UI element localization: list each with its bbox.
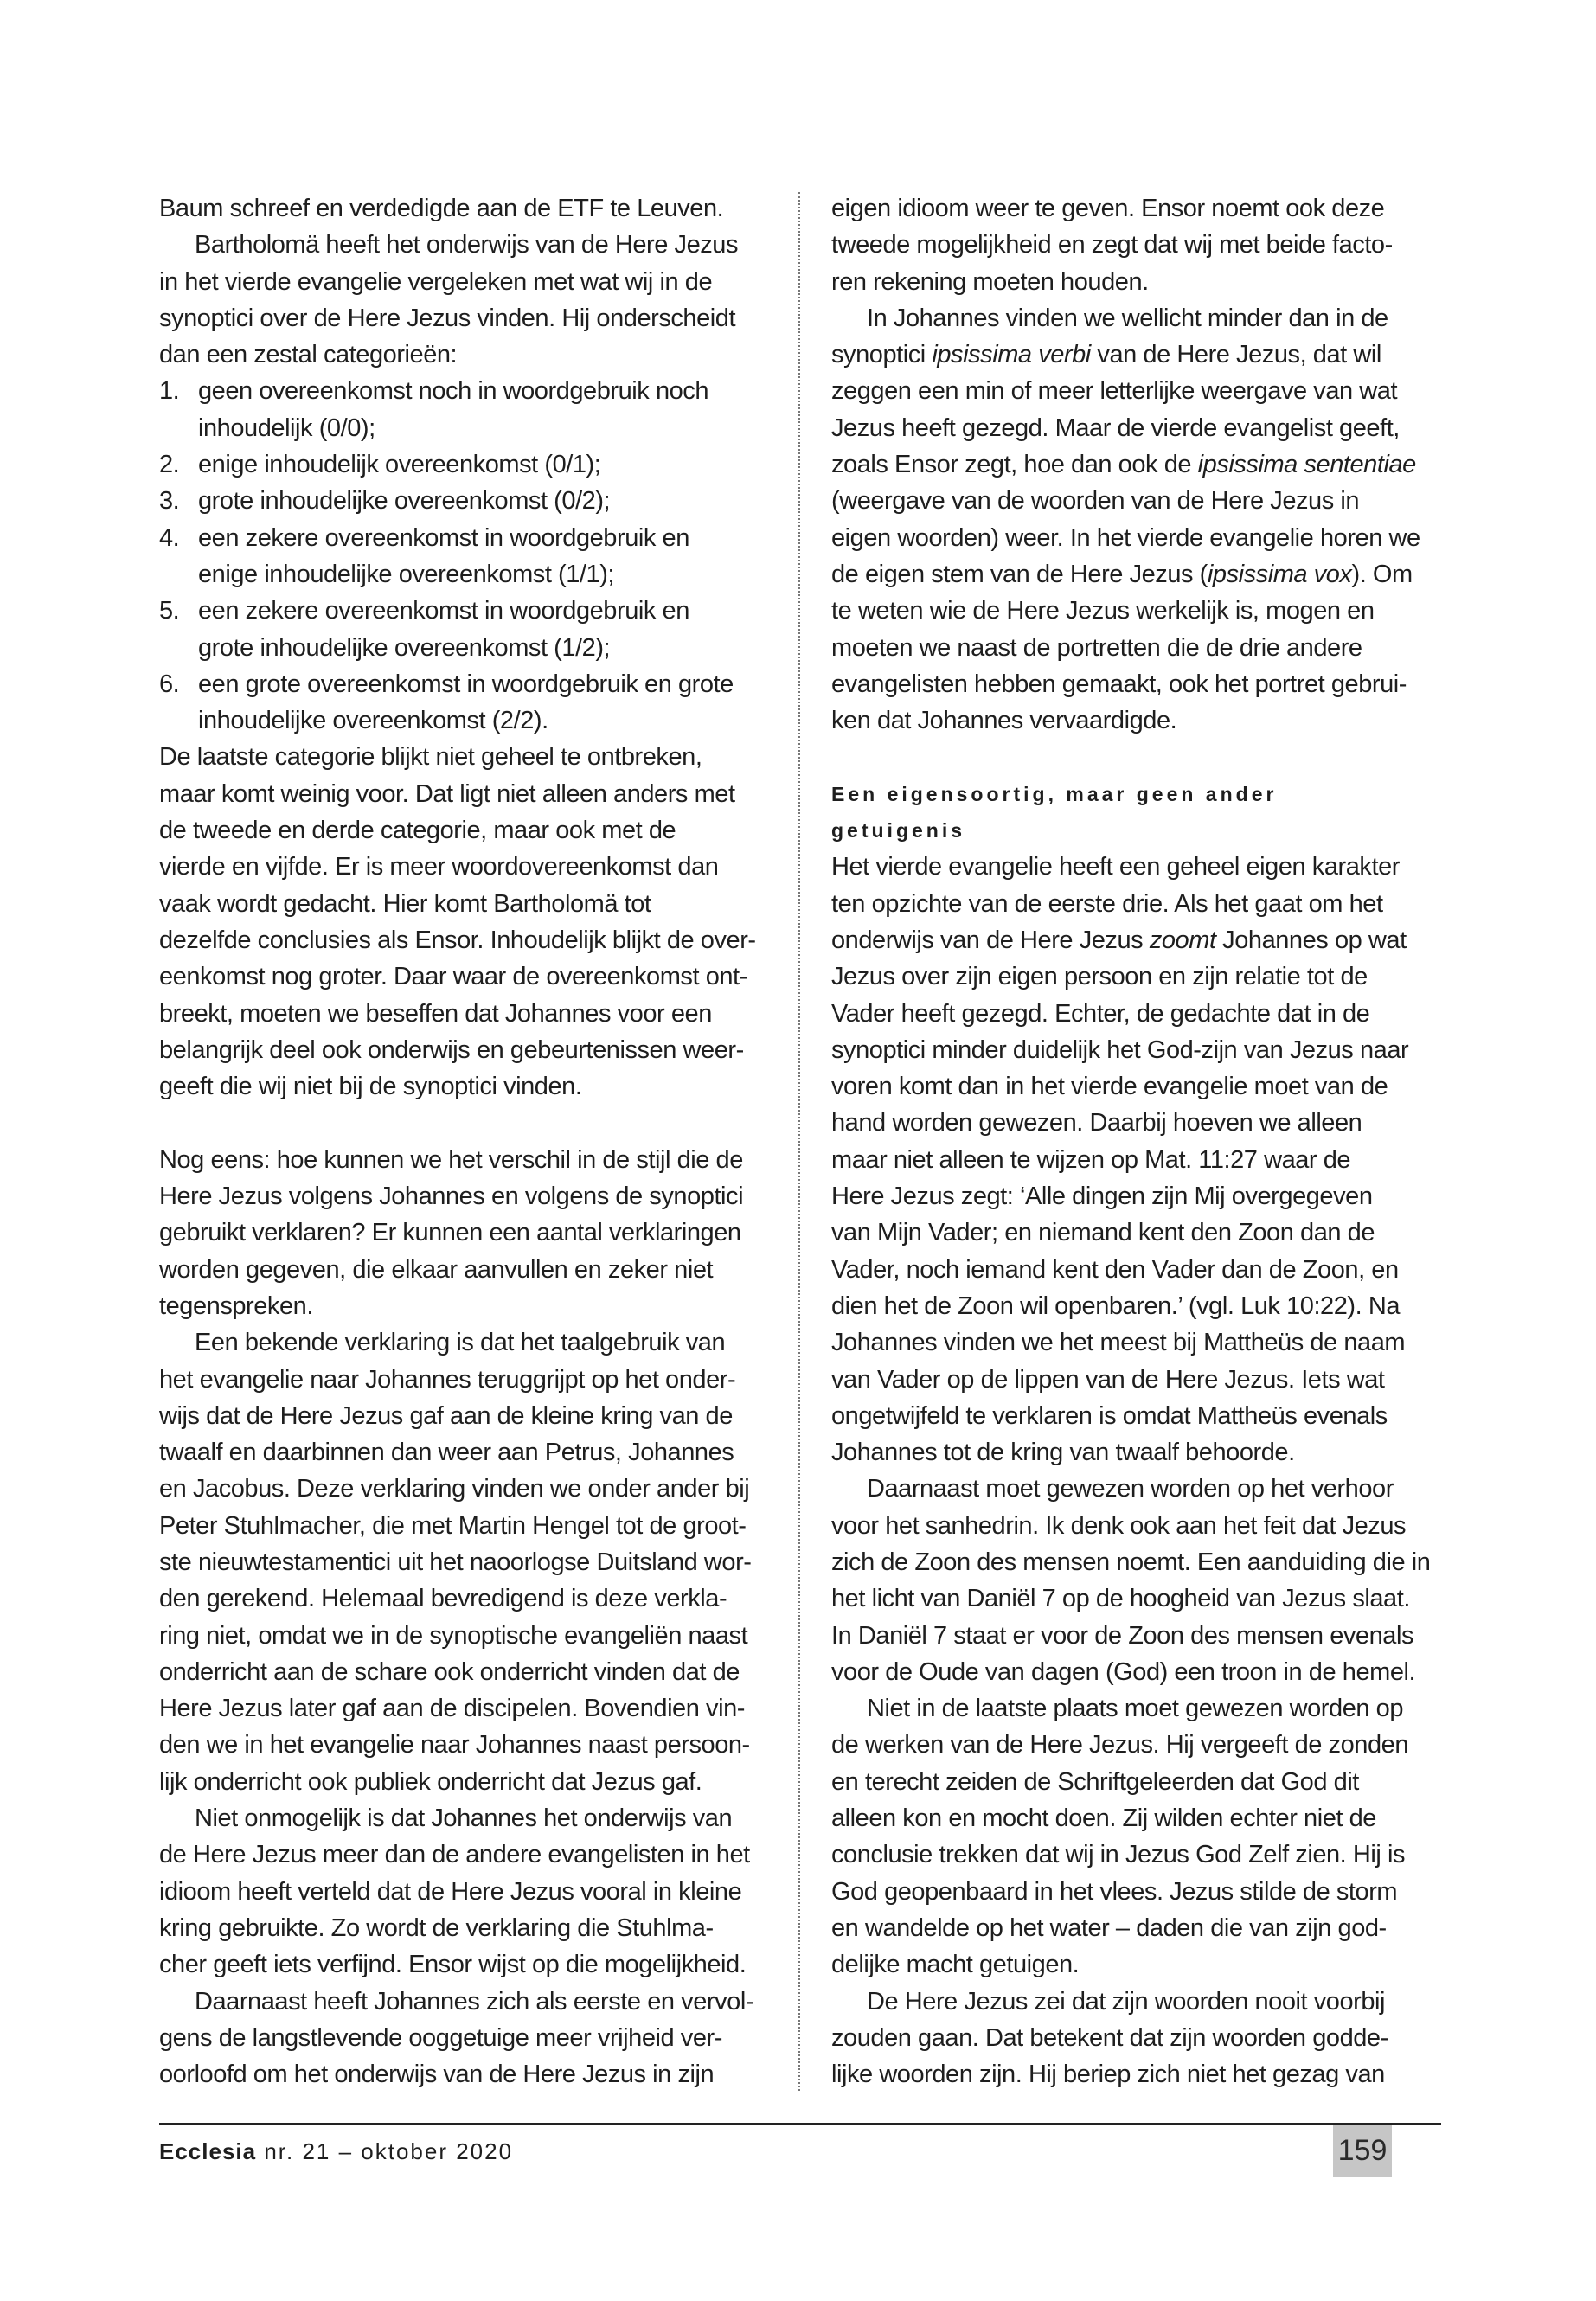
text-line — [159, 1288, 782, 1324]
section-heading-line — [831, 812, 1454, 849]
italic-term: ipsissima vox — [1207, 560, 1352, 588]
text-line — [159, 958, 782, 995]
text-line — [159, 1508, 782, 1544]
text-line — [831, 1544, 1454, 1580]
text-line — [159, 1105, 782, 1141]
left-column — [159, 190, 782, 2093]
text-line — [159, 1618, 782, 1654]
issue-info: nr. 21 – oktober 2020 — [256, 2138, 514, 2164]
text-line — [159, 1362, 782, 1398]
text-line — [159, 1252, 782, 1288]
text-line — [159, 1398, 782, 1434]
text-line — [159, 812, 782, 849]
line-text: den we in het evangelie naar Johannes naast persoon- — [159, 1731, 750, 1759]
text-line — [159, 996, 782, 1032]
text-line — [159, 2020, 782, 2056]
text-line — [159, 300, 782, 336]
text-line — [831, 702, 1454, 739]
text-line — [159, 922, 782, 958]
text-line — [159, 556, 782, 593]
line-text: onderricht aan de schare ook onderricht vinden dat de — [159, 1657, 740, 1686]
line-text: maar niet alleen te wijzen op Mat. 11:27 waar de — [831, 1145, 1351, 1174]
text-line — [159, 776, 782, 812]
text-line — [831, 1654, 1454, 1690]
italic-term: ipsissima sententiae — [1197, 451, 1416, 479]
text-line — [159, 1984, 782, 2020]
line-text: een zekere overeenkomst in woordgebruik en — [198, 597, 689, 625]
list-number: 4. — [159, 523, 180, 552]
line-text: grote inhoudelijke overeenkomst (1/2); — [198, 633, 611, 662]
text-line — [831, 410, 1454, 446]
line-text: voor het sanhedrin. Ik denk ook aan het feit dat Jezus — [831, 1511, 1407, 1540]
line-text: een zekere overeenkomst in woordgebruik en — [198, 523, 689, 552]
text-line — [831, 666, 1454, 702]
text-line — [831, 1324, 1454, 1361]
line-text: God geopenbaard in het vlees. Jezus stilde de storm — [831, 1877, 1398, 1906]
line-text: eigen idioom weer te geven. Ensor noemt ook deze — [831, 195, 1385, 222]
line-text: worden gegeven, die elkaar aanvullen en zeker niet — [159, 1255, 714, 1284]
text-line — [831, 336, 1454, 373]
line-text: Here Jezus volgens Johannes en volgens de synoptici — [159, 1183, 744, 1211]
text-line — [159, 1764, 782, 1800]
line-text: delijke macht getuigen. — [831, 1951, 1080, 1979]
text-line — [831, 922, 1454, 958]
line-text: ren rekening moeten houden. — [831, 267, 1149, 296]
list-number: 2. — [159, 451, 180, 479]
text-line — [159, 410, 782, 446]
line-text: Here Jezus zegt: ‘Alle dingen zijn Mij overgegeven — [831, 1183, 1373, 1211]
text-line — [159, 1654, 782, 1690]
text-line — [831, 849, 1454, 885]
line-text: alleen kon en mocht doen. Zij wilden echter niet de — [831, 1804, 1376, 1833]
line-text: Jezus over zijn eigen persoon en zijn relatie tot de — [831, 963, 1368, 991]
text-line — [831, 556, 1454, 593]
line-text: dien het de Zoon wil openbaren.’ (vgl. Luk 10:22). Na — [831, 1292, 1400, 1320]
text-line — [831, 264, 1454, 300]
line-text: eigen woorden) weer. In het vierde evangelie horen we — [831, 523, 1420, 552]
line-text: lijke woorden zijn. Hij beriep zich niet het gezag van — [831, 2061, 1385, 2089]
line-text: Het vierde evangelie heeft een geheel eigen karakter — [831, 853, 1400, 881]
text-line — [831, 1836, 1454, 1873]
line-text: de Here Jezus meer dan de andere evangelisten in het — [159, 1841, 750, 1869]
text-line — [831, 1910, 1454, 1946]
text-segment: ). Om — [1351, 560, 1413, 588]
text-line — [159, 227, 782, 263]
line-text: Johannes vinden we het meest bij Mattheüs de naam — [831, 1329, 1406, 1357]
text-line — [159, 1324, 782, 1361]
text-line — [159, 1434, 782, 1471]
list-number: 5. — [159, 597, 180, 625]
text-line — [831, 1362, 1454, 1398]
line-text: lijk onderricht ook publiek onderricht dat Jezus gaf. — [159, 1767, 702, 1796]
text-line — [159, 1836, 782, 1873]
text-line — [831, 1032, 1454, 1068]
text-line — [159, 1471, 782, 1507]
text-line — [831, 1398, 1454, 1434]
line-text: (weergave van de woorden van de Here Jezus in — [831, 487, 1360, 516]
list-number: 3. — [159, 487, 180, 516]
line-text: synoptici over de Here Jezus vinden. Hij onderscheidt — [159, 304, 736, 332]
list-item-line — [159, 373, 782, 409]
text-line — [831, 1142, 1454, 1178]
line-text: zouden gaan. Dat betekent dat zijn woorden godde- — [831, 2023, 1388, 2052]
line-text: het licht van Daniël 7 op de hoogheid van Jezus slaat. — [831, 1585, 1410, 1613]
line-text: zeggen een min of meer letterlijke weergave van wat — [831, 377, 1398, 406]
page-number: 159 — [1333, 2125, 1392, 2177]
line-text: Niet in de laatste plaats moet gewezen worden op — [867, 1695, 1404, 1723]
text-line — [159, 1544, 782, 1580]
text-line — [831, 1727, 1454, 1763]
text-line — [831, 1215, 1454, 1251]
text-line — [831, 1946, 1454, 1983]
line-text: Daarnaast heeft Johannes zich als eerste en vervol- — [195, 1987, 754, 2016]
line-text: conclusie trekken dat wij in Jezus God Zelf zien. Hij is — [831, 1841, 1406, 1869]
line-text: Nog eens: hoe kunnen we het verschil in de stijl die de — [159, 1145, 743, 1174]
line-text: belangrijk deel ook onderwijs en gebeurtenissen weer- — [159, 1035, 744, 1064]
line-text: ongetwijfeld te verklaren is omdat Mattheüs evenals — [831, 1401, 1388, 1430]
italic-term: zoomt — [1149, 926, 1216, 954]
line-text: ste nieuwtestamentici uit het naoorlogse Duitsland wor- — [159, 1548, 752, 1576]
text-segment: onderwijs van de Here Jezus — [831, 926, 1150, 954]
line-text: Jezus heeft gezegd. Maar de vierde evangelist geeft, — [831, 413, 1400, 442]
text-line — [831, 483, 1454, 519]
text-segment: zoals Ensor zegt, hoe dan ook de — [831, 451, 1198, 479]
line-text: en wandelde op het water – daden die van zijn god- — [831, 1913, 1387, 1942]
text-line — [831, 300, 1454, 336]
line-text: gens de langstlevende ooggetuige meer vrijheid ver- — [159, 2023, 722, 2052]
line-text: cher geeft iets verfijnd. Ensor wijst op die mogelijkheid. — [159, 1951, 747, 1979]
line-text: gebruikt verklaren? Er kunnen een aantal verklaringen — [159, 1219, 741, 1247]
list-item-line — [159, 483, 782, 519]
line-text: voren komt dan in het vierde evangelie moet van de — [831, 1073, 1388, 1101]
text-line — [159, 1580, 782, 1617]
line-text: het evangelie naar Johannes teruggrijpt op het onder- — [159, 1365, 736, 1394]
line-text: zich de Zoon des mensen noemt. Een aanduiding die in — [831, 1548, 1431, 1576]
line-text: idioom heeft verteld dat de Here Jezus vooral in kleine — [159, 1877, 742, 1906]
text-line — [159, 1032, 782, 1068]
line-text: en terecht zeiden de Schriftgeleerden dat God dit — [831, 1767, 1359, 1796]
text-line — [159, 1142, 782, 1178]
line-text: dan een zestal categorieën: — [159, 341, 458, 369]
line-text: In Daniël 7 staat er voor de Zoon des mensen evenals — [831, 1621, 1414, 1650]
line-text: eenkomst nog groter. Daar waar de overeenkomst ont- — [159, 963, 747, 991]
line-text: inhoudelijke overeenkomst (2/2). — [198, 707, 548, 735]
text-line — [159, 1800, 782, 1836]
line-text: tweede mogelijkheid en zegt dat wij met beide facto- — [831, 231, 1393, 260]
line-text: den gerekend. Helemaal bevredigend is deze verkla- — [159, 1585, 727, 1613]
section-heading-line — [831, 776, 1454, 812]
right-column — [831, 190, 1454, 2093]
line-text: enige inhoudelijke overeenkomst (1/1); — [198, 560, 615, 588]
line-text: wijs dat de Here Jezus gaf aan de kleine kring van de — [159, 1401, 733, 1430]
text-line — [831, 1105, 1454, 1141]
line-text: vierde en vijfde. Er is meer woordovereenkomst dan — [159, 853, 719, 881]
text-line — [831, 630, 1454, 666]
line-text: een grote overeenkomst in woordgebruik en grote — [198, 670, 734, 698]
line-text: Vader, noch iemand kent den Vader dan de Zoon, en — [831, 1255, 1399, 1284]
text-line — [159, 2056, 782, 2093]
list-number: 1. — [159, 377, 180, 406]
line-text: ten opzichte van de eerste drie. Als het gaat om het — [831, 889, 1383, 918]
list-item-line — [159, 446, 782, 483]
text-line — [831, 739, 1454, 775]
line-text: ken dat Johannes vervaardigde. — [831, 707, 1177, 735]
text-segment: van de Here Jezus, dat wil — [1090, 341, 1381, 369]
line-text: ring niet, omdat we in de synoptische evangeliën naast — [159, 1621, 748, 1650]
text-line — [831, 1800, 1454, 1836]
line-text: enige inhoudelijk overeenkomst (0/1); — [198, 451, 601, 479]
text-line — [159, 1910, 782, 1946]
line-text: Vader heeft gezegd. Echter, de gedachte dat in de — [831, 999, 1370, 1028]
text-line — [831, 190, 1454, 227]
text-line — [831, 1508, 1454, 1544]
line-text: van Mijn Vader; en niemand kent den Zoon dan de — [831, 1219, 1375, 1247]
text-line — [159, 1215, 782, 1251]
line-text: dezelfde conclusies als Ensor. Inhoudelijk blijkt de over- — [159, 926, 756, 954]
line-text: voor de Oude van dagen (God) een troon in de hemel. — [831, 1657, 1416, 1686]
line-text: Bartholomä heeft het onderwijs van de Here Jezus — [195, 231, 739, 260]
line-text: getuigenis — [831, 819, 966, 843]
text-line — [159, 702, 782, 739]
italic-term: ipsissima verbi — [932, 341, 1091, 369]
footer — [159, 2138, 513, 2165]
text-line — [159, 630, 782, 666]
text-line — [831, 227, 1454, 263]
list-item-line — [159, 593, 782, 629]
line-text: te weten wie de Here Jezus werkelijk is, mogen en — [831, 597, 1375, 625]
line-text: tegenspreken. — [159, 1292, 313, 1320]
line-text: twaalf en daarbinnen dan weer aan Petrus, Johannes — [159, 1439, 734, 1467]
text-line — [831, 996, 1454, 1032]
line-text: oorloofd om het onderwijs van de Here Jezus in zijn — [159, 2061, 715, 2089]
text-line — [159, 1068, 782, 1105]
footer-rule — [159, 2123, 1441, 2125]
line-text: inhoudelijk (0/0); — [198, 413, 375, 442]
line-text: grote inhoudelijke overeenkomst (0/2); — [198, 487, 611, 516]
text-line — [831, 1580, 1454, 1617]
text-line — [831, 1690, 1454, 1727]
text-line — [159, 336, 782, 373]
text-line — [831, 2056, 1454, 2093]
text-line — [831, 593, 1454, 629]
text-segment: Johannes op wat — [1215, 926, 1407, 954]
line-text: maar komt weinig voor. Dat ligt niet alleen anders met — [159, 779, 735, 808]
text-line — [159, 886, 782, 922]
line-text: In Johannes vinden we wellicht minder dan in de — [867, 304, 1388, 332]
text-line — [831, 1764, 1454, 1800]
text-segment: synoptici — [831, 341, 933, 369]
line-text: Daarnaast moet gewezen worden op het verhoor — [867, 1475, 1394, 1503]
text-line — [831, 1984, 1454, 2020]
line-text: Een bekende verklaring is dat het taalgebruik van — [195, 1329, 726, 1357]
text-line — [159, 1690, 782, 1727]
text-line — [831, 1252, 1454, 1288]
line-text: Here Jezus later gaf aan de discipelen. Bovendien vin- — [159, 1695, 745, 1723]
text-line — [159, 1178, 782, 1215]
list-item-line — [159, 520, 782, 556]
line-text: geen overeenkomst noch in woordgebruik noch — [198, 377, 709, 406]
text-line — [831, 2020, 1454, 2056]
line-text: Een eigensoortig, maar geen ander — [831, 782, 1278, 805]
line-text: kring gebruikte. Zo wordt de verklaring die Stuhlma- — [159, 1913, 714, 1942]
text-line — [831, 886, 1454, 922]
list-item-line — [159, 666, 782, 702]
text-line — [831, 1471, 1454, 1507]
line-text: vaak wordt gedacht. Hier komt Bartholomä tot — [159, 889, 651, 918]
line-text: synoptici minder duidelijk het God-zijn van Jezus naar — [831, 1035, 1409, 1064]
line-text: De Here Jezus zei dat zijn woorden nooit voorbij — [867, 1987, 1385, 2016]
line-text: Baum schreef en verdedigde aan de ETF te Leuven. — [159, 195, 724, 222]
text-line — [831, 373, 1454, 409]
line-text: de werken van de Here Jezus. Hij vergeeft de zonden — [831, 1731, 1409, 1759]
text-line — [159, 190, 782, 227]
text-line — [831, 1874, 1454, 1910]
line-text: breekt, moeten we beseffen dat Johannes voor een — [159, 999, 712, 1028]
text-line — [159, 1727, 782, 1763]
column-divider — [798, 192, 800, 2091]
line-text: Johannes tot de kring van twaalf behoorde. — [831, 1439, 1295, 1467]
line-text: en Jacobus. Deze verklaring vinden we onder ander bij — [159, 1475, 750, 1503]
journal-name: Ecclesia — [159, 2138, 257, 2164]
line-text: in het vierde evangelie vergeleken met wat wij in de — [159, 267, 713, 296]
text-line — [831, 1288, 1454, 1324]
line-text: geeft die wij niet bij de synoptici vinden. — [159, 1073, 582, 1101]
text-line — [831, 1068, 1454, 1105]
line-text: van Vader op de lippen van de Here Jezus. Iets wat — [831, 1365, 1385, 1394]
text-line — [831, 1434, 1454, 1471]
line-text: Peter Stuhlmacher, die met Martin Hengel tot de groot- — [159, 1511, 747, 1540]
text-line — [159, 849, 782, 885]
line-text: hand worden gewezen. Daarbij hoeven we alleen — [831, 1109, 1362, 1138]
text-segment: de eigen stem van de Here Jezus ( — [831, 560, 1208, 588]
text-line — [831, 446, 1454, 483]
text-line — [159, 264, 782, 300]
line-text: de tweede en derde categorie, maar ook met de — [159, 817, 676, 845]
list-number: 6. — [159, 670, 180, 698]
text-line — [831, 1178, 1454, 1215]
text-line — [831, 1618, 1454, 1654]
text-line — [831, 958, 1454, 995]
text-line — [831, 520, 1454, 556]
line-text: Niet onmogelijk is dat Johannes het onderwijs van — [195, 1804, 733, 1833]
line-text: De laatste categorie blijkt niet geheel te ontbreken, — [159, 743, 702, 772]
text-line — [159, 1874, 782, 1910]
text-line — [159, 739, 782, 775]
line-text: evangelisten hebben gemaakt, ook het portret gebrui- — [831, 670, 1407, 698]
line-text: moeten we naast de portretten die de drie andere — [831, 633, 1362, 662]
text-line — [159, 1946, 782, 1983]
